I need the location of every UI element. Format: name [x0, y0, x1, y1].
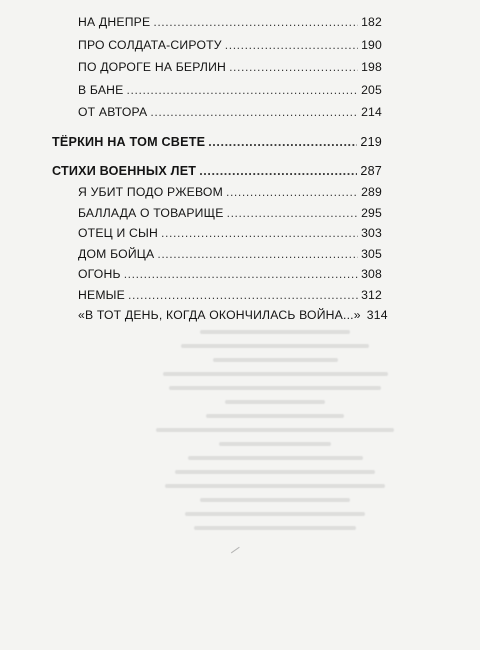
- toc-entry-title: ОГОНЬ: [78, 267, 121, 281]
- toc-section-title: ТЁРКИН НА ТОМ СВЕТЕ: [52, 135, 206, 149]
- toc-entry-page: 303: [361, 226, 382, 240]
- toc-entry: [78, 104, 382, 120]
- toc-entry-page: 289: [361, 185, 382, 199]
- toc-section-page: 287: [360, 164, 382, 178]
- toc-entry: [78, 59, 382, 75]
- toc-entry-page: 305: [361, 247, 382, 261]
- leader-dots: [161, 225, 358, 241]
- toc-entry-title: ОТЕЦ И СЫН: [78, 226, 158, 240]
- toc-entry: [78, 246, 382, 262]
- leader-dots: [226, 184, 358, 200]
- leader-dots: [199, 163, 357, 179]
- toc-entry-page: 312: [361, 288, 382, 302]
- toc-entry-page: 314: [366, 308, 388, 322]
- toc-entry-page: 214: [361, 105, 382, 119]
- leader-dots: [157, 246, 358, 262]
- toc-entry: [78, 37, 382, 53]
- toc-entry-title: В БАНЕ: [78, 83, 124, 97]
- leader-dots: [124, 266, 358, 282]
- toc-entry-page: 308: [361, 267, 382, 281]
- leader-dots: [127, 82, 359, 98]
- toc-entry-page: 205: [361, 83, 382, 97]
- toc-entry-page: 190: [361, 38, 382, 52]
- toc-entry: [78, 266, 382, 282]
- toc-entry-title: ОТ АВТОРА: [78, 105, 148, 119]
- toc-entry: [78, 225, 382, 241]
- toc-entry-title: ПРО СОЛДАТА-СИРОТУ: [78, 38, 222, 52]
- leader-dots: [128, 287, 358, 303]
- toc-section-title: СТИХИ ВОЕННЫХ ЛЕТ: [52, 164, 197, 178]
- toc-entry-title: «В ТОТ ДЕНЬ, КОГДА ОКОНЧИЛАСЬ ВОЙНА...»: [78, 308, 361, 322]
- toc-entry-title: БАЛЛАДА О ТОВАРИЩЕ: [78, 206, 224, 220]
- toc-entry-title: НЕМЫЕ: [78, 288, 126, 302]
- toc-section-page: 219: [360, 135, 382, 149]
- toc-entry-page: 182: [361, 15, 382, 29]
- toc-entry: [78, 205, 382, 221]
- toc-entry: [78, 287, 382, 303]
- toc-entry: [78, 14, 382, 30]
- leader-dots: [153, 14, 358, 30]
- toc-entry: [78, 307, 388, 323]
- toc-entry-title: ПО ДОРОГЕ НА БЕРЛИН: [78, 60, 227, 74]
- toc-entry-title: НА ДНЕПРЕ: [78, 15, 151, 29]
- leader-dots: [150, 104, 358, 120]
- toc-section: [52, 163, 382, 179]
- toc-entry: [78, 184, 382, 200]
- leader-dots: [208, 134, 357, 150]
- leader-dots: [225, 37, 358, 53]
- toc-entry-title: ДОМ БОЙЦА: [78, 247, 155, 261]
- show-through-text: [150, 330, 400, 550]
- leader-dots: [227, 205, 358, 221]
- toc-entry-page: 198: [361, 60, 382, 74]
- toc-entry: [78, 82, 382, 98]
- toc-section: [52, 134, 382, 150]
- leader-dots: [229, 59, 358, 75]
- toc-entry-page: 295: [361, 206, 382, 220]
- toc-entry-title: Я УБИТ ПОДО РЖЕВОМ: [78, 185, 223, 199]
